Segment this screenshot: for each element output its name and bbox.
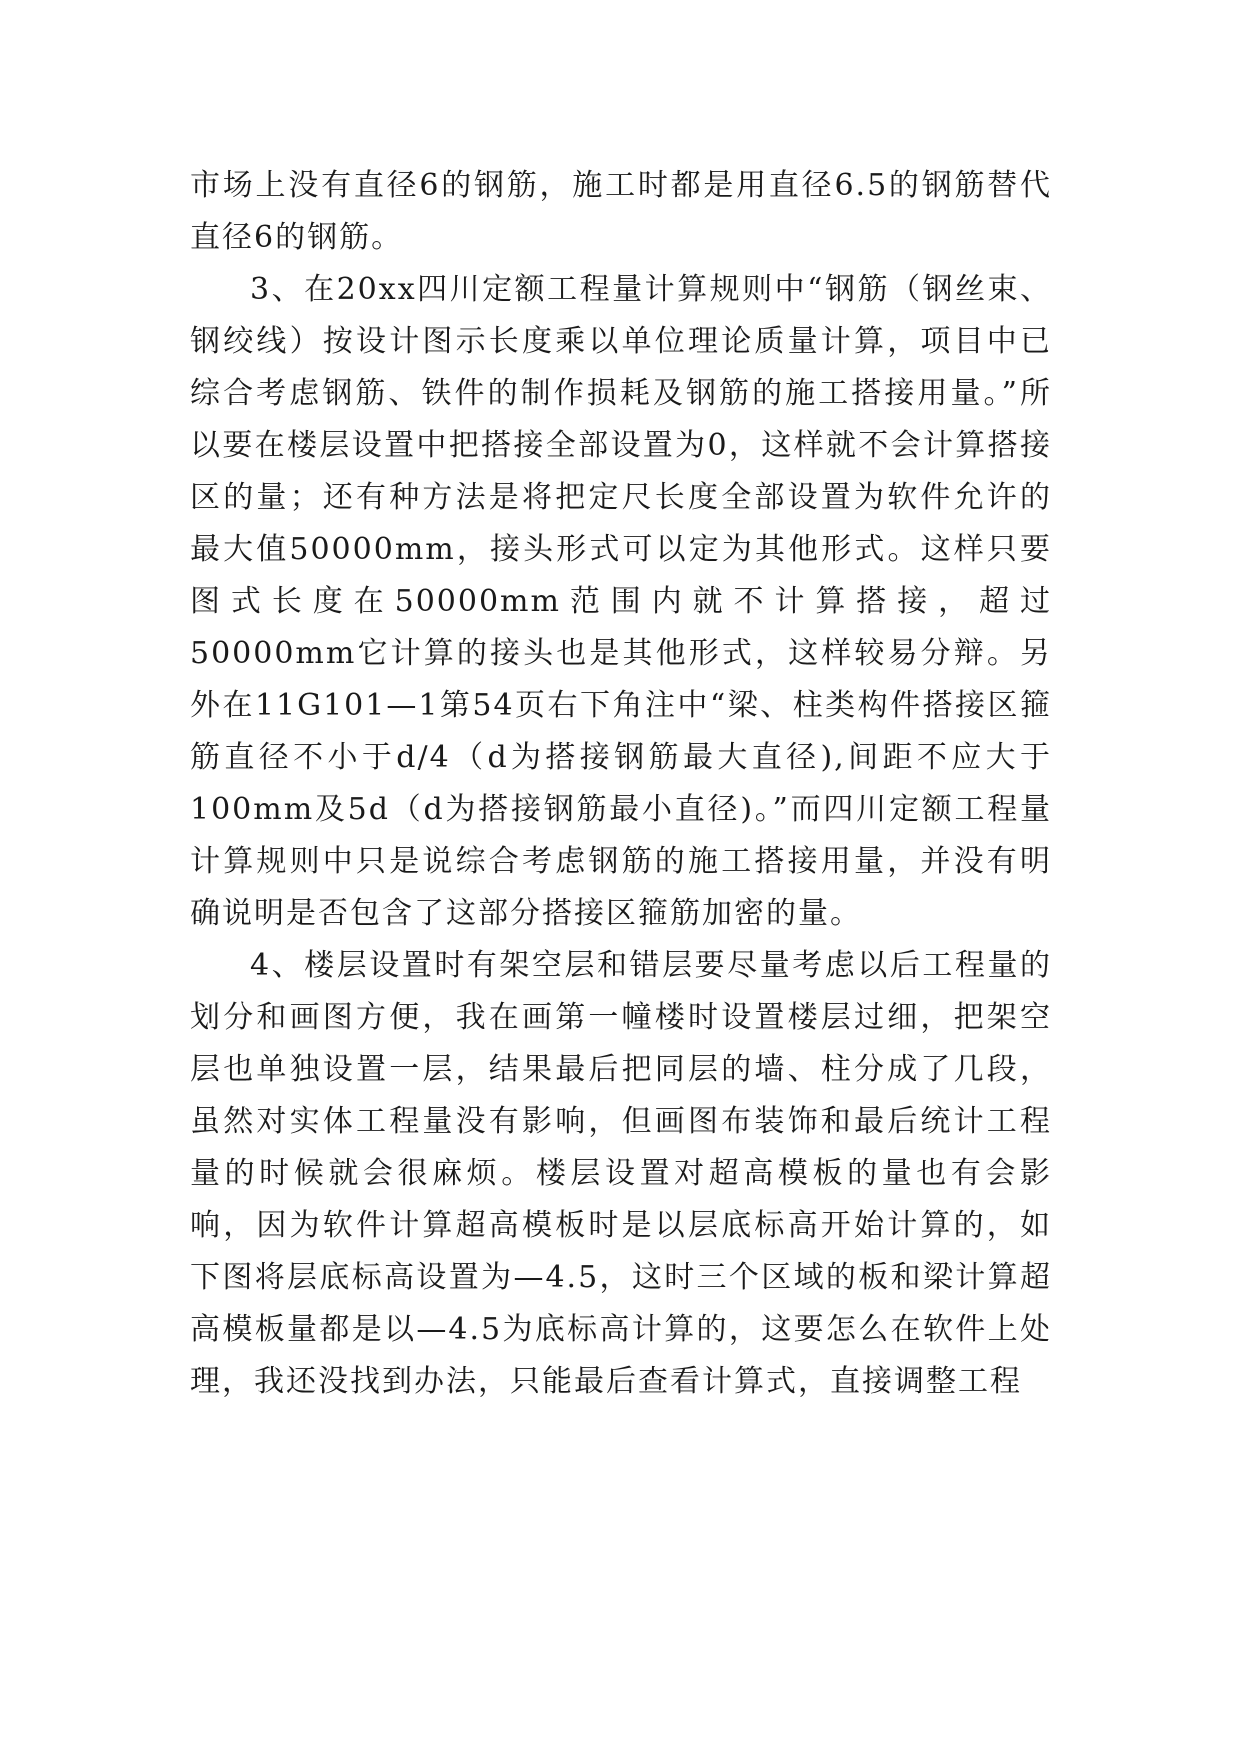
paragraph-item-3-lap-splice: 3、在20xx四川定额工程量计算规则中“钢筋（钢丝束、钢绞线）按设计图示长度乘以单位理论质量计算，项目中已综合考虑钢筋、铁件的制作损耗及钢筋的施工搭接用量。”所以要在楼层设置中把搭接全部设置为0，这样就不会计算搭接区的量；还有种方法是将把定尺长度全部设置为软件允许的最大值50000mm，接头形式可以定为其他形式。这样只要图式长度在50000mm范围内就不计算搭接，超过50000mm它计算的接头也是其他形式，这样较易分辩。另外在11G101—1第54页右下角注中“梁、柱类构件搭接区箍筋直径不小于d/4（d为搭接钢筋最大直径),间距不应大于100mm及5d（d为搭接钢筋最小直径)。”而四川定额工程量计算规则中只是说综合考虑钢筋的施工搭接用量，并没有明确说明是否包含了这部分搭接区箍筋加密的量。: [190, 272, 1052, 931]
document-body: [190, 160, 1052, 1408]
paragraph-rebar-substitution: 市场上没有直径6的钢筋，施工时都是用直径6.5的钢筋替代直径6的钢筋。: [190, 168, 1052, 255]
paragraph-item-4-floor-settings: 4、楼层设置时有架空层和错层要尽量考虑以后工程量的划分和画图方便，我在画第一幢楼时设置楼层过细，把架空层也单独设置一层，结果最后把同层的墙、柱分成了几段，虽然对实体工程量没有影响，但画图布装饰和最后统计工程量的时候就会很麻烦。楼层设置对超高模板的量也有会影响，因为软件计算超高模板时是以层底标高开始计算的，如下图将层底标高设置为—4.5，这时三个区域的板和梁计算超高模板量都是以—4.5为底标高计算的，这要怎么在软件上处理，我还没找到办法，只能最后查看计算式，直接调整工程: [190, 948, 1052, 1399]
